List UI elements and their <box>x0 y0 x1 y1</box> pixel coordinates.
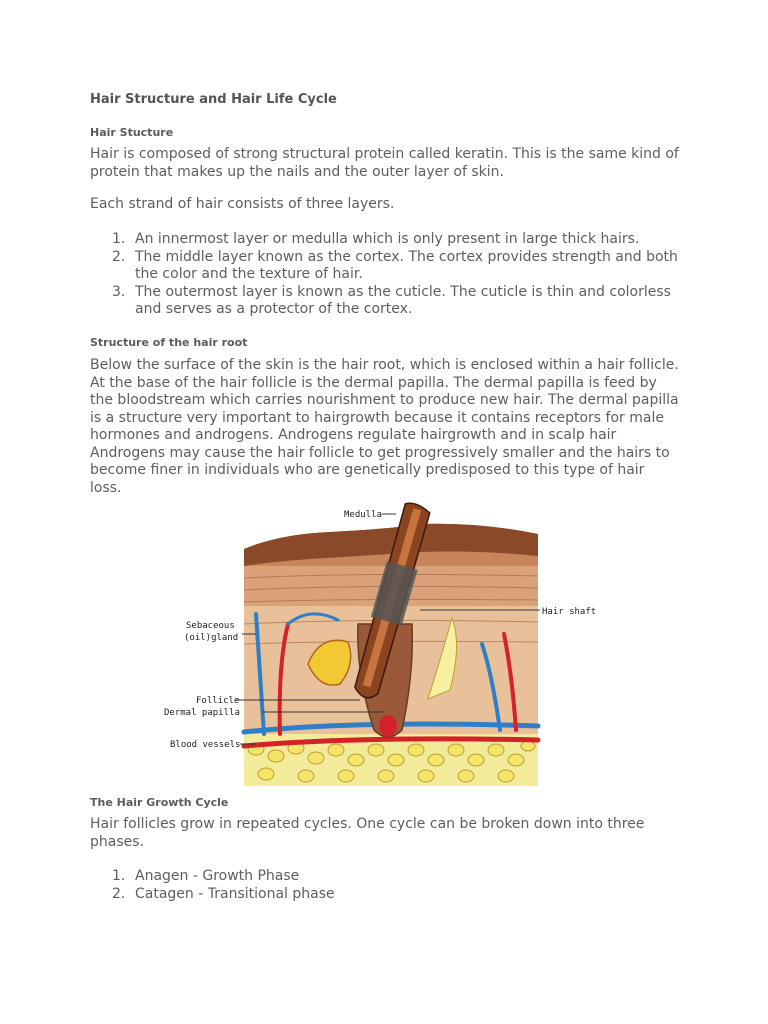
section-heading-hair-structure: Hair Stucture <box>90 126 174 139</box>
section-heading-hair-root: Structure of the hair root <box>90 336 248 349</box>
label-follicle: Follicle <box>196 696 240 706</box>
hair-structure-diagram <box>160 494 600 790</box>
list-item: 3. The outermost layer is known as the cuticle. The cuticle is thin and colorless and serves as a protector of the cortex. <box>112 283 671 317</box>
paragraph-growth-cycle: Hair follicles grow in repeated cycles. One cycle can be broken down into three phases. <box>90 816 645 850</box>
section-heading-growth-cycle: The Hair Growth Cycle <box>90 796 229 809</box>
paragraph-keratin: Hair is composed of strong structural protein called keratin. This is the same kind of protein that makes up the nails and the outer layer of skin. <box>90 146 679 180</box>
label-oil-gland: (oil)gland <box>184 633 239 643</box>
layers-list <box>90 231 680 319</box>
list-item: 2. The middle layer known as the cortex. The cortex provides strength and both the color and the texture of hair. <box>112 248 678 282</box>
list-item: 1. An innermost layer or medulla which is only present in large thick hairs. <box>112 231 640 247</box>
list-item: 2. Catagen - Transitional phase <box>112 885 335 902</box>
label-dermal-papilla: Dermal papilla <box>164 708 240 718</box>
document-title: Hair Structure and Hair Life Cycle <box>90 92 337 107</box>
dermal-papilla <box>379 715 397 737</box>
list-item: 1. Anagen - Growth Phase <box>112 868 300 884</box>
label-medulla: Medulla <box>344 510 382 520</box>
skin-cross-section-illustration <box>160 494 600 790</box>
phases-list <box>90 868 680 903</box>
label-sebaceous: Sebaceous <box>186 621 235 631</box>
paragraph-hair-root: Below the surface of the skin is the hair root, which is enclosed within a hair follicle. At the base of the hair follicle is the dermal papilla. The dermal papilla is feed by the bloodstream which carries nourishment to produce new hair. The dermal papilla is a structure very important to hairgrowth because it contains receptors for male hormones and androgens. Androgens regulate hairgrowth and in scalp hair Androgens may cause the hair follicle to get progressively smaller and the hairs to become finer in individuals who are genetically predisposed to this type of hair loss. <box>90 357 679 496</box>
label-blood-vessels: Blood vessels <box>170 740 241 750</box>
label-hair-shaft: Hair shaft <box>542 607 597 617</box>
paragraph-three-layers: Each strand of hair consists of three layers. <box>90 196 395 212</box>
